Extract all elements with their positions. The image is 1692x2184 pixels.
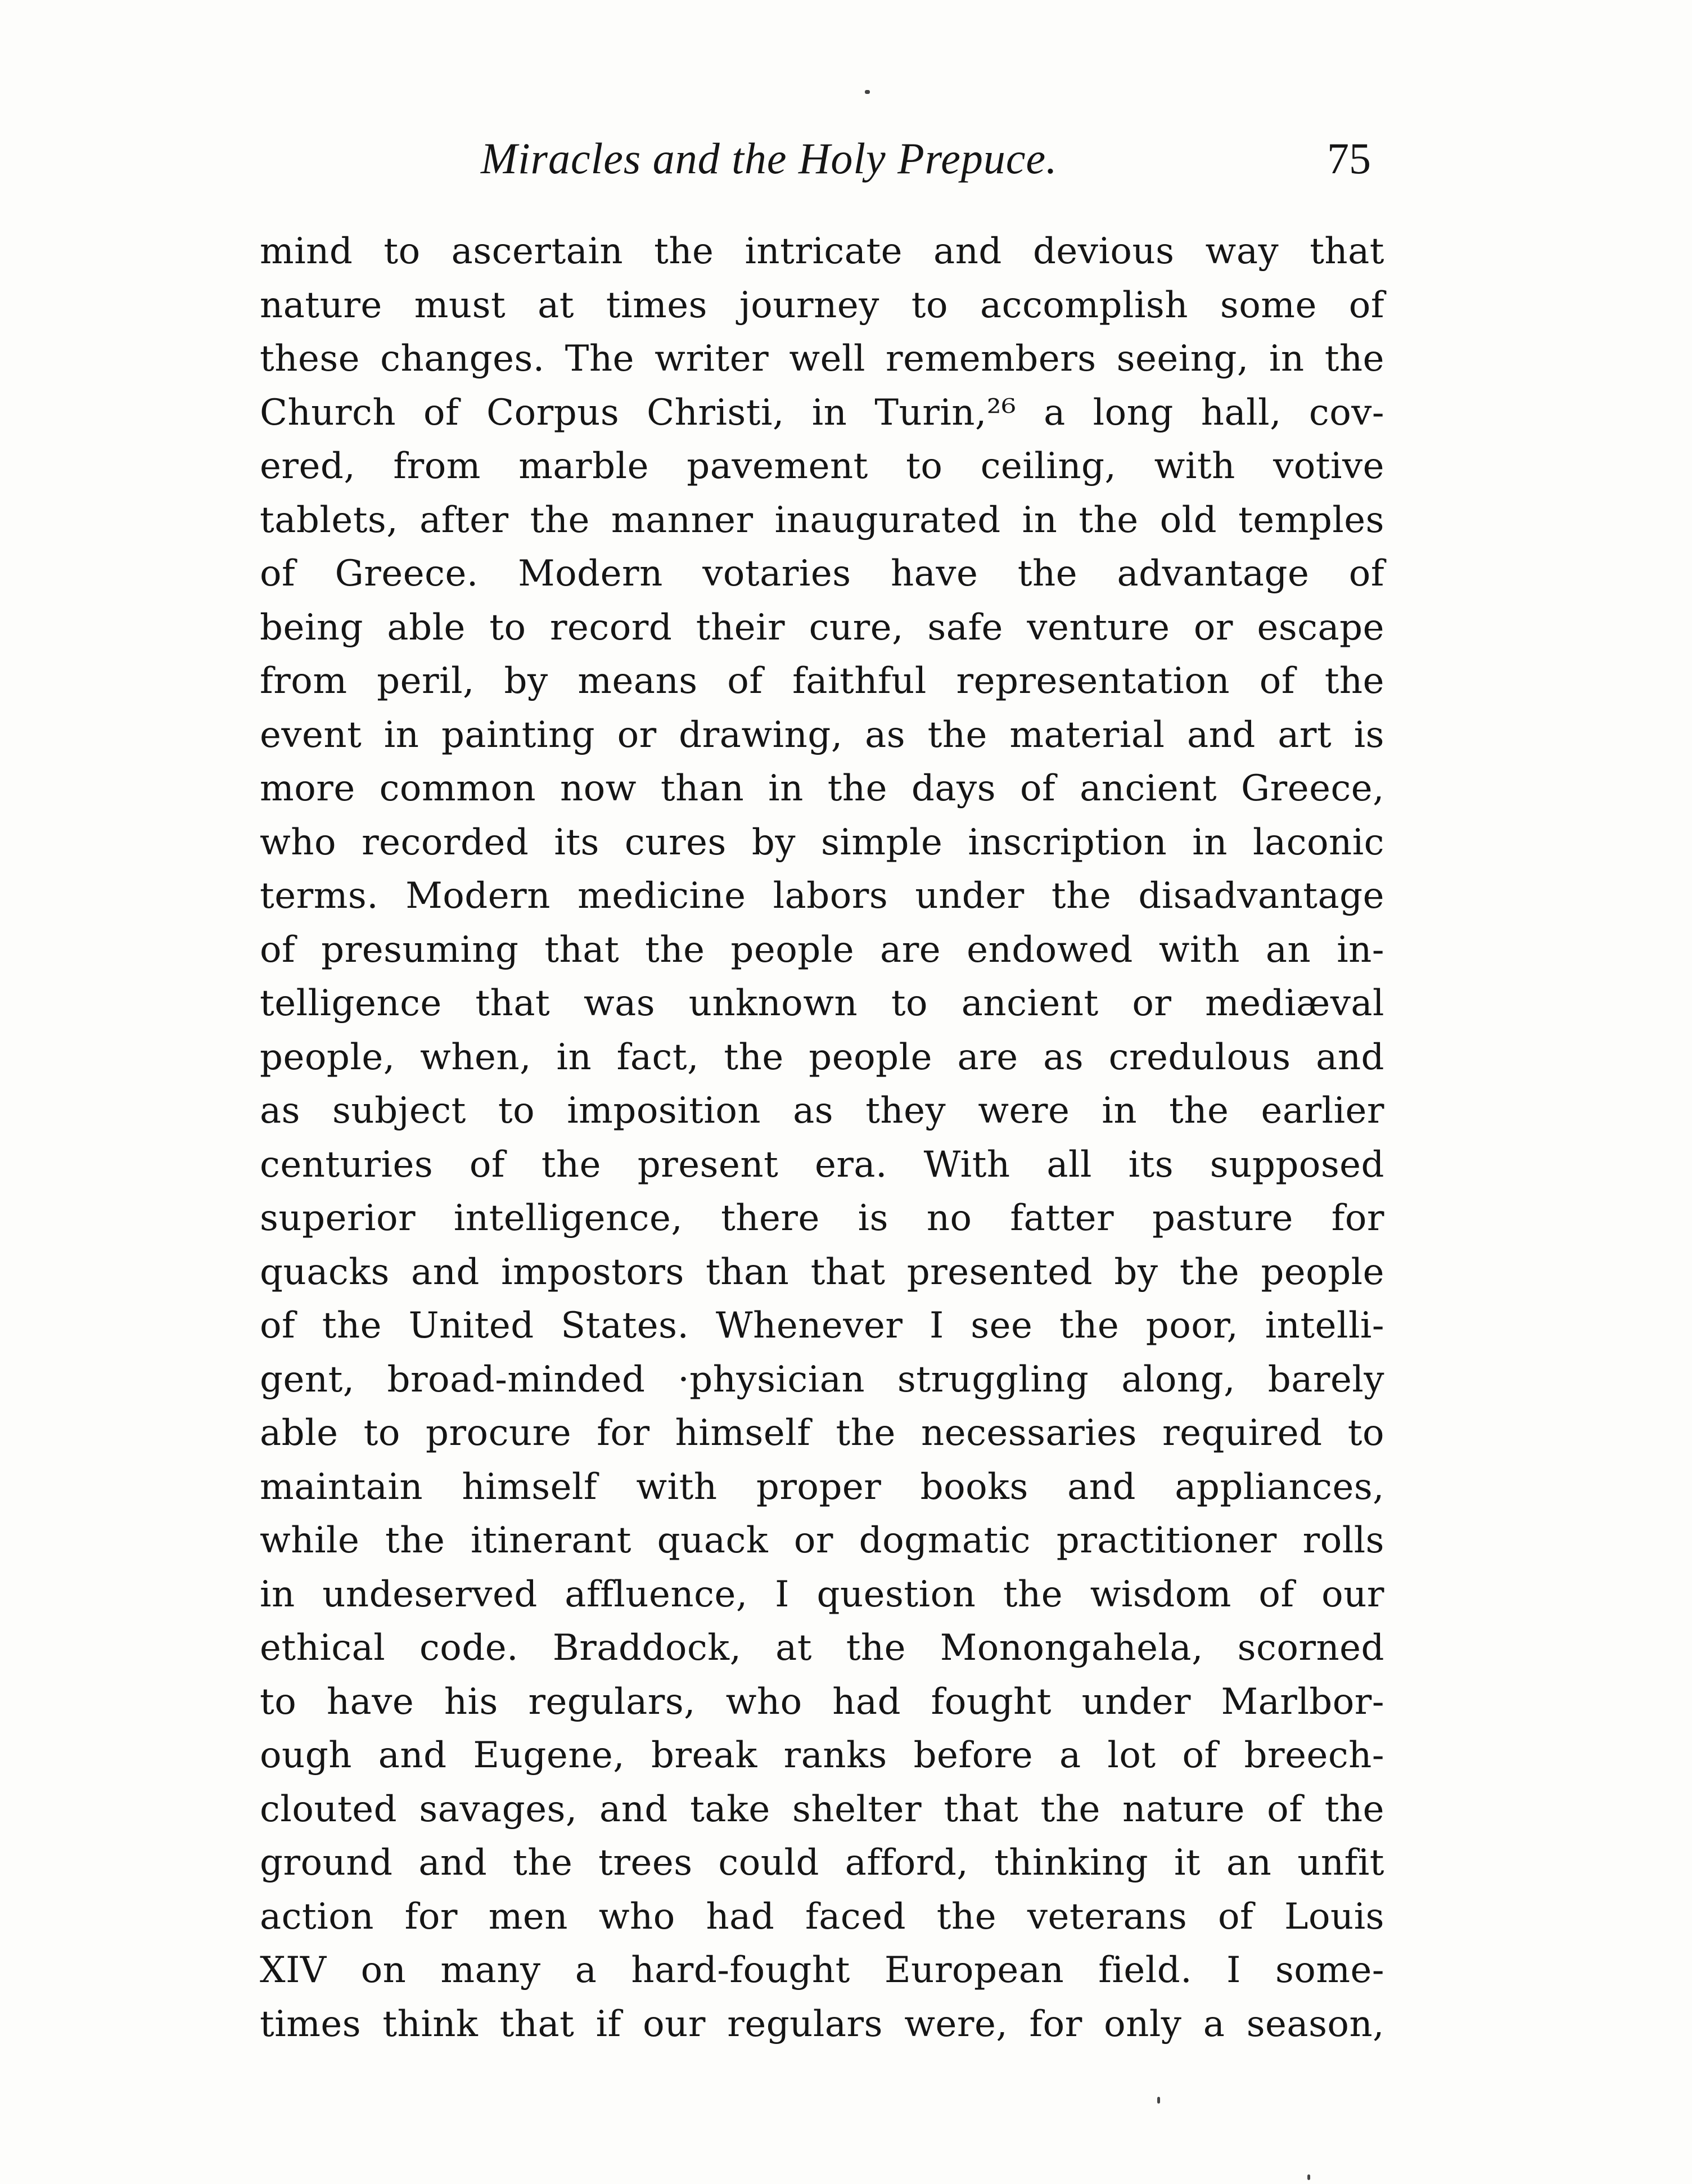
text-line-31: ground and the trees could afford, thinking it an unfit — [260, 1842, 1384, 1884]
ink-speck-bottom — [1157, 2097, 1160, 2104]
text-line-10: event in painting or drawing, as the material and art is — [260, 714, 1384, 756]
text-line-16: people, when, in fact, the people are as credulous and — [260, 1036, 1384, 1078]
text-line-30: clouted savages, and take shelter that the nature of the — [260, 1788, 1384, 1830]
text-line-13: terms. Modern medicine labors under the disadvantage — [260, 875, 1384, 917]
text-line-6: tablets, after the manner inaugurated in the old temples — [260, 499, 1384, 541]
text-line-27: ethical code. Braddock, at the Monongahela, scorned — [260, 1627, 1384, 1669]
text-line-24: maintain himself with proper books and appliances, — [260, 1466, 1384, 1508]
text-line-33: XIV on many a hard-fought European field. I some- — [260, 1949, 1384, 1991]
text-line-5: ered, from marble pavement to ceiling, with votive — [260, 445, 1384, 487]
text-line-12: who recorded its cures by simple inscription in laconic — [260, 821, 1384, 863]
text-line-18: centuries of the present era. With all its supposed — [260, 1143, 1384, 1186]
ink-speck-corner — [1307, 2174, 1310, 2180]
text-line-17: as subject to imposition as they were in the earlier — [260, 1090, 1384, 1132]
running-title: Miracles and the Holy Prepuce. — [481, 134, 1058, 183]
text-line-23: able to procure for himself the necessaries required to — [260, 1412, 1384, 1454]
text-line-15: telligence that was unknown to ancient or mediæval — [260, 983, 1384, 1024]
text-line-28: to have his regulars, who had fought under Marlbor- — [260, 1681, 1384, 1723]
text-line-9: from peril, by means of faithful representation of the — [260, 660, 1384, 702]
text-line-2: nature must at times journey to accomplish some of — [260, 284, 1384, 326]
text-line-1: mind to ascertain the intricate and devious way that — [260, 231, 1384, 272]
text-line-22: gent, broad-minded ·physician struggling along, barely — [260, 1358, 1384, 1401]
body-text — [260, 225, 1384, 2051]
text-line-7: of Greece. Modern votaries have the advantage of — [260, 553, 1384, 595]
ink-speck-top — [865, 90, 870, 94]
text-line-21: of the United States. Whenever I see the poor, intelli- — [260, 1305, 1384, 1347]
text-line-11: more common now than in the days of ancient Greece, — [260, 768, 1384, 809]
text-line-34: times think that if our regulars were, for only a season, — [260, 2003, 1384, 2045]
running-head — [259, 130, 1383, 192]
text-line-32: action for men who had faced the veterans of Louis — [260, 1895, 1384, 1938]
text-line-8: being able to record their cure, safe venture or escape — [260, 606, 1384, 649]
text-line-3: these changes. The writer well remembers seeing, in the — [260, 338, 1384, 380]
text-line-14: of presuming that the people are endowed with an in- — [260, 929, 1384, 971]
text-line-20: quacks and impostors than that presented by the people — [260, 1251, 1384, 1293]
text-line-29: ough and Eugene, break ranks before a lot of breech- — [260, 1735, 1384, 1776]
text-line-25: while the itinerant quack or dogmatic practitioner rolls — [260, 1520, 1384, 1561]
page-number: 75 — [1327, 134, 1371, 183]
text-line-19: superior intelligence, there is no fatter pasture for — [260, 1197, 1384, 1239]
text-line-26: in undeserved affluence, I question the wisdom of our — [260, 1573, 1384, 1615]
text-line-4: Church of Corpus Christi, in Turin,²⁶ a long hall, cov- — [260, 391, 1384, 434]
